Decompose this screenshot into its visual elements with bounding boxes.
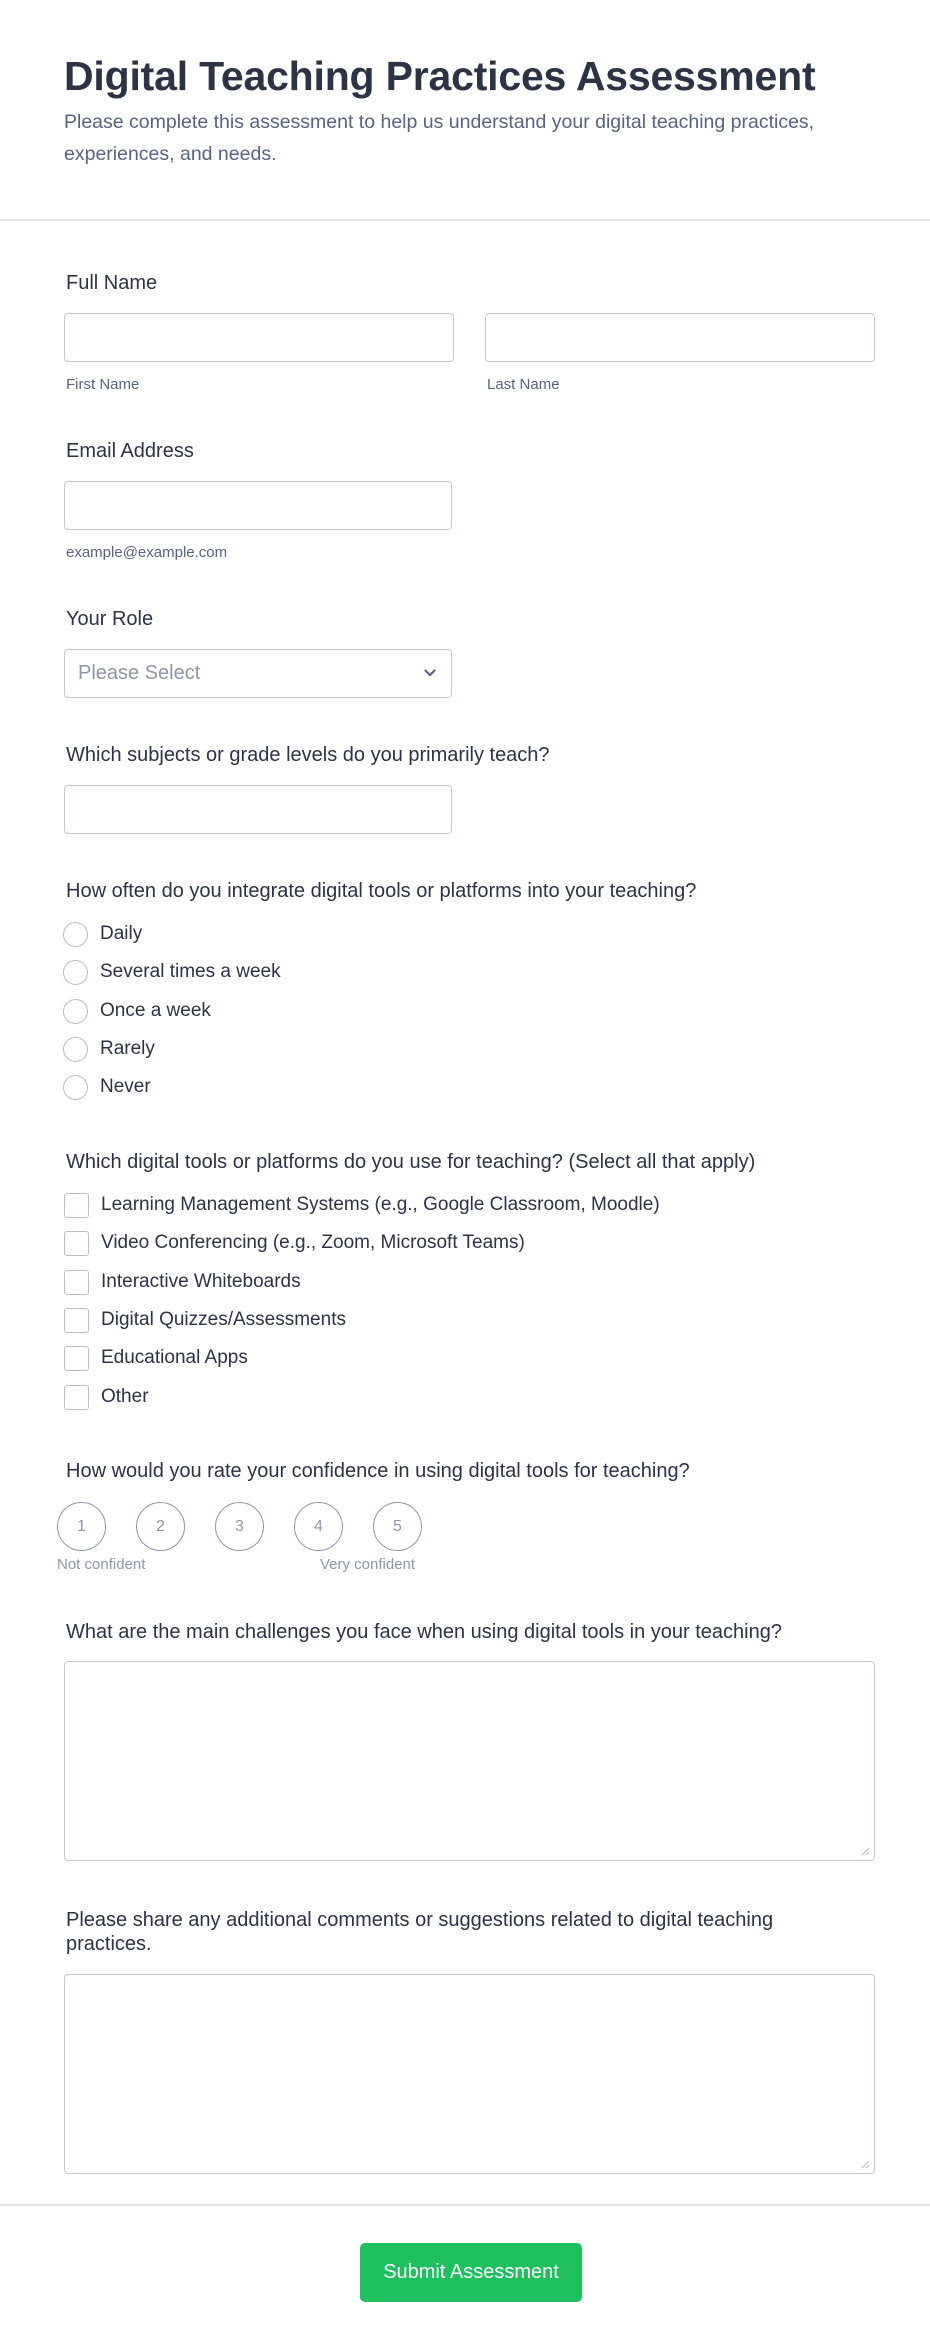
radio-button[interactable]: [63, 1075, 88, 1100]
subjects-label: Which subjects or grade levels do you primarily teach?: [66, 744, 550, 766]
form-description: Please complete this assessment to help us understand your digital teaching practices, experiences, and needs.: [64, 111, 815, 165]
challenges-textarea[interactable]: [64, 1661, 875, 1861]
frequency-option-rarely[interactable]: [63, 1036, 155, 1062]
frequency-option-several[interactable]: [63, 959, 281, 985]
rating-option-2[interactable]: 2: [136, 1502, 185, 1551]
email-label: Email Address: [66, 440, 194, 462]
role-label: Your Role: [66, 608, 154, 630]
frequency-label: How often do you integrate digital tools or platforms into your teaching?: [66, 880, 697, 902]
rating-option-3[interactable]: 3: [215, 1502, 264, 1551]
header-divider: [0, 219, 930, 221]
option-label: Rarely: [100, 1038, 155, 1059]
last-name-input[interactable]: [485, 313, 875, 362]
radio-button[interactable]: [63, 960, 88, 985]
challenges-label: What are the main challenges you face when using digital tools in your teaching?: [66, 1621, 782, 1643]
tools-option-video[interactable]: [64, 1230, 525, 1256]
email-sublabel: example@example.com: [66, 544, 228, 561]
option-label: Interactive Whiteboards: [101, 1271, 301, 1292]
tools-option-whiteboards[interactable]: [64, 1269, 301, 1295]
subjects-input[interactable]: [64, 785, 452, 834]
footer-divider: [0, 2204, 930, 2206]
role-select-value: Please Select: [78, 662, 201, 684]
checkbox[interactable]: [64, 1193, 89, 1218]
checkbox[interactable]: [64, 1385, 89, 1410]
option-label: Educational Apps: [101, 1347, 248, 1368]
comments-textarea[interactable]: [64, 1974, 875, 2174]
rating-min-caption: Not confident: [57, 1556, 146, 1573]
first-name-input[interactable]: [64, 313, 454, 362]
tools-option-lms[interactable]: [64, 1192, 660, 1218]
option-label: Once a week: [100, 1000, 211, 1021]
option-label: Video Conferencing (e.g., Zoom, Microsoft Teams): [101, 1232, 525, 1253]
resize-handle-icon[interactable]: [860, 1846, 870, 1856]
radio-button[interactable]: [63, 1037, 88, 1062]
form-title: Digital Teaching Practices Assessment: [64, 53, 816, 99]
submit-button[interactable]: Submit Assessment: [360, 2243, 582, 2302]
option-label: Learning Management Systems (e.g., Google Classroom, Moodle): [101, 1194, 660, 1215]
tools-option-quizzes[interactable]: [64, 1307, 346, 1333]
checkbox[interactable]: [64, 1231, 89, 1256]
checkbox[interactable]: [64, 1270, 89, 1295]
radio-button[interactable]: [63, 922, 88, 947]
comments-label-line2: practices.: [66, 1933, 152, 1955]
comments-label-line1: Please share any additional comments or suggestions related to digital teaching: [66, 1909, 774, 1931]
tools-option-other[interactable]: [64, 1384, 149, 1410]
option-label: Other: [101, 1386, 149, 1407]
radio-button[interactable]: [63, 999, 88, 1024]
rating-option-4[interactable]: 4: [294, 1502, 343, 1551]
option-label: Digital Quizzes/Assessments: [101, 1309, 346, 1330]
frequency-option-daily[interactable]: [63, 921, 142, 947]
chevron-down-icon: [423, 666, 437, 680]
tools-label: Which digital tools or platforms do you use for teaching? (Select all that apply): [66, 1151, 756, 1173]
checkbox[interactable]: [64, 1308, 89, 1333]
checkbox[interactable]: [64, 1346, 89, 1371]
frequency-option-never[interactable]: [63, 1074, 151, 1100]
resize-handle-icon[interactable]: [860, 2159, 870, 2169]
option-label: Never: [100, 1076, 151, 1097]
last-name-sublabel: Last Name: [487, 376, 560, 393]
full-name-label: Full Name: [66, 272, 158, 294]
frequency-option-once[interactable]: [63, 998, 211, 1024]
rating-option-5[interactable]: 5: [373, 1502, 422, 1551]
first-name-sublabel: First Name: [66, 376, 140, 393]
option-label: Several times a week: [100, 961, 281, 982]
email-input[interactable]: [64, 481, 452, 530]
tools-option-apps[interactable]: [64, 1345, 248, 1371]
role-select[interactable]: [64, 649, 452, 698]
option-label: Daily: [100, 923, 143, 944]
confidence-label: How would you rate your confidence in using digital tools for teaching?: [66, 1460, 690, 1482]
rating-option-1[interactable]: 1: [57, 1502, 106, 1551]
rating-max-caption: Very confident: [320, 1556, 416, 1573]
